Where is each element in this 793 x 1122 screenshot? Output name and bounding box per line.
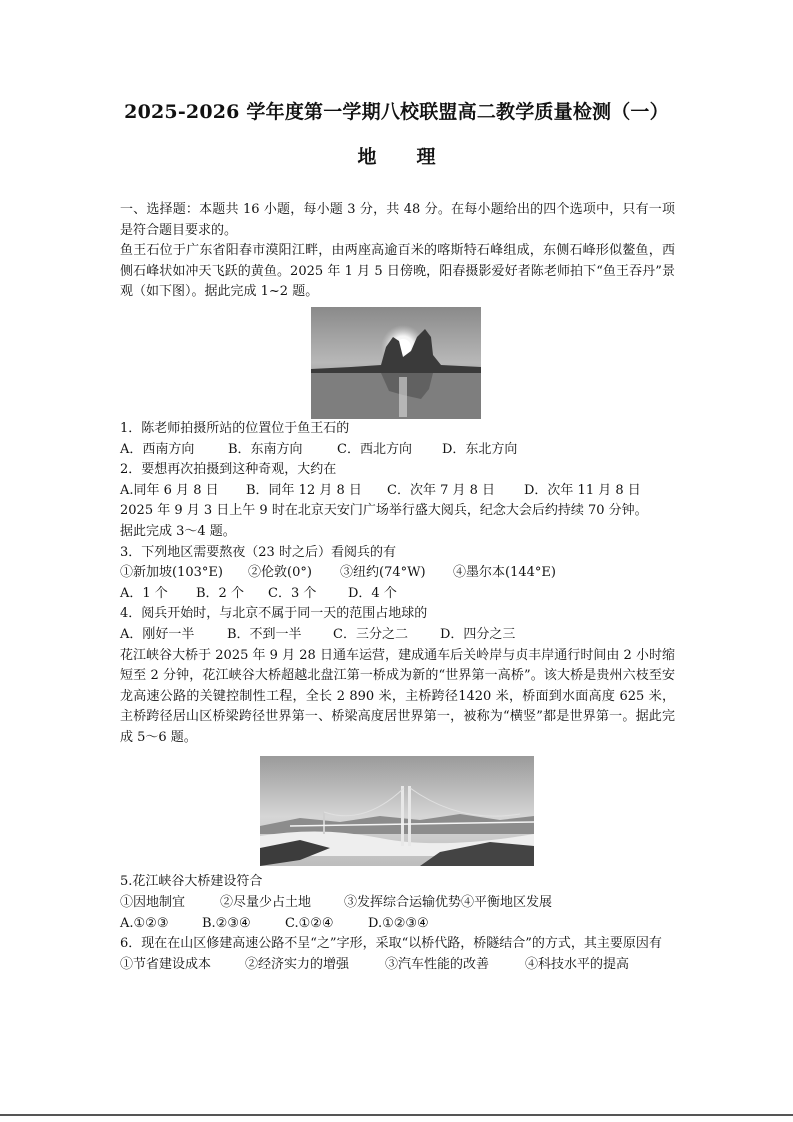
q1-option-d: D．东北方向 xyxy=(442,441,518,457)
q6-item-1: ①节省建设成本 xyxy=(120,956,212,972)
q5-stem: 5.花江峡谷大桥建设符合 xyxy=(120,874,263,890)
exam-title: 2025-2026 学年度第一学期八校联盟高二教学质量检测（一） xyxy=(124,101,669,123)
q3-item-2: ②伦敦(0°) xyxy=(248,565,312,581)
q1-option-c: C．西北方向 xyxy=(337,441,412,457)
q2-stem: 2．要想再次拍摄到这种奇观，大约在 xyxy=(120,462,337,478)
q5-item-1: ①因地制宜 xyxy=(120,895,186,911)
q1-option-b: B．东南方向 xyxy=(228,441,303,457)
q6-items xyxy=(120,955,675,976)
sunset-rock-photo xyxy=(311,307,481,419)
q1-option-a: A．西南方向 xyxy=(120,441,195,457)
q1-stem: 1．陈老师拍摄所站的位置位于鱼王石的 xyxy=(120,420,350,436)
subject-char-2: 理 xyxy=(416,146,436,168)
q3-stem: 3．下列地区需要熬夜（23 时之后）看阅兵的有 xyxy=(120,544,396,560)
q4-options xyxy=(120,625,675,646)
q2-option-d: D．次年 11 月 8 日 xyxy=(524,482,641,498)
q3-option-b: B．2 个 xyxy=(196,585,244,601)
q5-option-c: C.①②④ xyxy=(285,915,334,931)
q3-options xyxy=(120,584,675,605)
q6-item-4: ④科技水平的提高 xyxy=(525,956,630,972)
q3-option-d: D．4 个 xyxy=(348,585,397,601)
q3-option-c: C．3 个 xyxy=(268,585,317,601)
q1-options xyxy=(120,440,675,461)
exam-content xyxy=(120,200,675,975)
q3-item-3: ③纽约(74°W) xyxy=(340,565,426,581)
q5-item-2: ②尽量少占土地 xyxy=(220,895,312,911)
q5-option-a: A.①②③ xyxy=(120,915,169,931)
q4-option-a: A．刚好一半 xyxy=(120,626,195,642)
q4-option-b: B．不到一半 xyxy=(227,626,302,642)
subject-heading xyxy=(0,142,793,169)
q2-option-a: A.同年 6 月 8 日 xyxy=(120,482,219,498)
subject-char-1: 地 xyxy=(357,146,377,168)
q4-option-d: D．四分之三 xyxy=(440,626,516,642)
q4-option-c: C．三分之二 xyxy=(333,626,408,642)
q3-option-a: A．1 个 xyxy=(120,585,168,601)
q2-option-c: C．次年 7 月 8 日 xyxy=(387,482,496,498)
q5-items xyxy=(120,893,675,914)
q3-items xyxy=(120,563,675,584)
q2-option-b: B．同年 12 月 8 日 xyxy=(246,482,362,498)
q6-stem: 6．现在在山区修建高速公路不呈“之”字形，采取“以桥代路，桥隧结合”的方式，其主要原因有 xyxy=(120,936,662,952)
passage-3: 花江峡谷大桥于 2025 年 9 月 28 日通车运营，建成通车后关岭岸与贞丰岸通行时间由 2 小时缩短至 2 分钟，花江峡谷大桥超越北盘江第一桥成为新的“世界第一高桥”。该大桥是贵州六枝至安龙高速公路的关键控制性工程，全长 2 890 米，主桥跨径1420 米，桥面到水面高度 625 米，主桥跨径居山区桥梁跨径世界第一、桥梁高度居世界第一，被称为“横竖”都是世界第一。据此完成 5～6 题。 xyxy=(120,647,675,745)
bridge-photo xyxy=(260,756,534,866)
passage-2-line-1: 2025 年 9 月 3 日上午 9 时在北京天安门广场举行盛大阅兵，纪念大会后约持续 70 分钟。 xyxy=(120,503,648,519)
passage-1: 鱼王石位于广东省阳春市漠阳江畔，由两座高逾百米的喀斯特石峰组成，东侧石峰形似鳌鱼，西侧石峰状如冲天飞跃的黄鱼。2025 年 1 月 5 日傍晚，阳春摄影爱好者陈老师拍下“鱼王吞丹”景观（如下图）。据此完成 1~2 题。 xyxy=(120,243,675,300)
section-intro: 一、选择题：本题共 16 小题，每小题 3 分，共 48 分。在每小题给出的四个选项中，只有一项是符合题目要求的。 xyxy=(120,202,675,238)
q5-option-d: D.①②③④ xyxy=(368,915,429,931)
passage-2-line-2: 据此完成 3～4 题。 xyxy=(120,523,236,539)
q6-item-3: ③汽车性能的改善 xyxy=(385,956,490,972)
page-bottom-rule xyxy=(0,1114,793,1116)
q6-item-2: ②经济实力的增强 xyxy=(245,956,350,972)
q3-item-4: ④墨尔本(144°E) xyxy=(453,565,556,581)
q2-options xyxy=(120,481,675,502)
q4-stem: 4．阅兵开始时，与北京不属于同一天的范围占地球的 xyxy=(120,606,428,622)
q5-option-b: B.②③④ xyxy=(202,915,251,931)
q3-item-1: ①新加坡(103°E) xyxy=(120,565,223,581)
q5-item-3: ③发挥综合运输优势④平衡地区发展 xyxy=(344,895,553,911)
q5-options xyxy=(120,914,675,935)
